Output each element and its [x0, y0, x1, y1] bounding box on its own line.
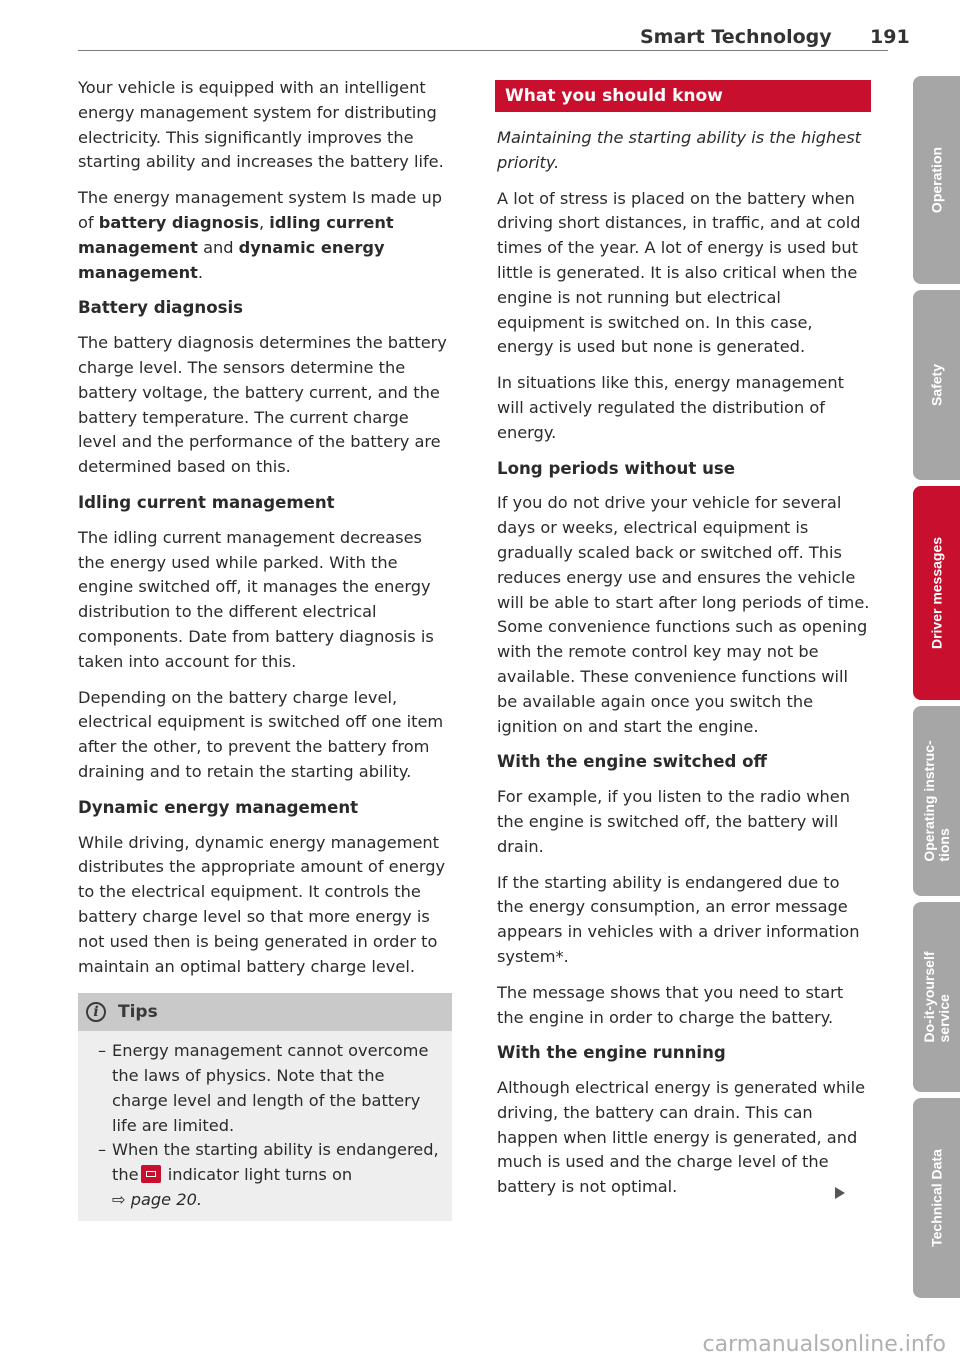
term-battery-diagnosis: battery diagnosis [98, 212, 259, 232]
left-column [78, 76, 452, 1221]
tips-title: Tips [118, 1001, 158, 1022]
section-heading-bar: What you should know [495, 80, 871, 112]
tip-item: – When the starting ability is endangered, the indicator light turns on ⇨ page 20. [98, 1138, 442, 1212]
watermark: carmanualsonline.info [702, 1332, 946, 1357]
tip-item: – Energy management cannot overcome the laws of physics. Note that the charge level and length of the battery life are limited. [98, 1039, 442, 1138]
tips-list [78, 1031, 452, 1221]
engine-off-text-3: The message shows that you need to start the engine in order to charge the battery. [497, 982, 844, 1027]
tab-safety[interactable]: Safety [913, 290, 960, 480]
dynamic-text: While driving, dynamic energy management distributes the appropriate amount of energy to the electrical equipment. It controls the battery charge level so that more energy is not used then is being generated in order to maintain an optimal battery charge level. [78, 832, 446, 976]
long-periods-text: If you do not drive your vehicle for several days or weeks, electrical equipment is gradually scaled back or switched off. This reduces energy use and ensures the vehicle will be able to start after long periods of time. Some convenience functions such as opening with the remote control key may not be available. These convenience functions will be available again once you switch the ignition on and start the engine. [497, 493, 870, 736]
info-icon: i [86, 1002, 106, 1022]
battery-diagnosis-text: The battery diagnosis determines the battery charge level. The sensors determine the battery voltage, the battery current, and the battery temperature. The current charge level and the performance of the battery are determined based on this. [78, 333, 447, 477]
page-number: 191 [870, 26, 910, 48]
engine-running-heading: With the engine running [497, 1043, 726, 1063]
battery-diagnosis-heading: Battery diagnosis [78, 298, 244, 318]
idling-text-2: Depending on the battery charge level, electrical equipment is switched off one item after the other, to prevent the battery from draining and to retain the starting ability. [78, 687, 444, 781]
lead-paragraph: Maintaining the starting ability is the highest priority. [497, 128, 862, 172]
header-rule [78, 50, 888, 51]
idling-text-1: The idling current management decreases the energy used while parked. With the engine switched off, it manages the energy distribution to the different electrical components. Date from battery diagnosis is taken into account for this. [78, 527, 434, 671]
engine-off-text-2: If the starting ability is endangered due to the energy consumption, an error message appears in vehicles with a driver information system*. [497, 872, 860, 966]
idling-heading: Idling current management [78, 492, 335, 512]
engine-running-text: Although electrical energy is generated while driving, the battery can drain. This can happen when little energy is generated, and much is used and the charge level of the battery is not optimal. [497, 1078, 866, 1197]
tab-driver-messages[interactable]: Driver messages [913, 486, 960, 700]
regulation-paragraph: In situations like this, energy management will actively regulated the distribution of energy. [497, 373, 844, 442]
components-paragraph: The energy management system Is made up of battery diagnosis, idling current management and dynamic energy management. [78, 188, 443, 282]
tab-do-it-yourself[interactable]: Do-it-yourself service [913, 902, 960, 1092]
term-idling-current: idling current management [78, 212, 394, 257]
tab-technical-data[interactable]: Technical Data [913, 1098, 960, 1298]
stress-paragraph: A lot of stress is placed on the battery when driving short distances, in traffic, and at cold times of the year. A lot of energy is used but little is generated. It is also critical when the engine is not running but electrical equipment is switched on. In this case, energy is used but none is generated. [497, 188, 861, 357]
dynamic-heading: Dynamic energy management [78, 797, 359, 817]
page-reference-link[interactable]: ⇨ page 20. [112, 1190, 203, 1210]
tips-box [78, 993, 452, 1221]
tips-header [78, 993, 452, 1031]
engine-off-text-1: For example, if you listen to the radio when the engine is switched off, the battery will drain. [497, 787, 850, 856]
long-periods-heading: Long periods without use [497, 458, 736, 478]
continue-arrow-icon [835, 1187, 845, 1199]
right-column [497, 80, 871, 1211]
tab-operation[interactable]: Operation [913, 76, 960, 284]
tab-operating-instructions[interactable]: Operating instruc- tions [913, 706, 960, 896]
page-section-title: Smart Technology [640, 26, 832, 48]
term-dynamic-energy: dynamic energy management [78, 237, 385, 282]
engine-off-heading: With the engine switched off [497, 752, 767, 772]
battery-warning-icon [141, 1165, 161, 1183]
intro-paragraph: Your vehicle is equipped with an intelligent energy management system for distributing electricity. This significantly improves the starting ability and increases the battery life. [78, 78, 444, 172]
